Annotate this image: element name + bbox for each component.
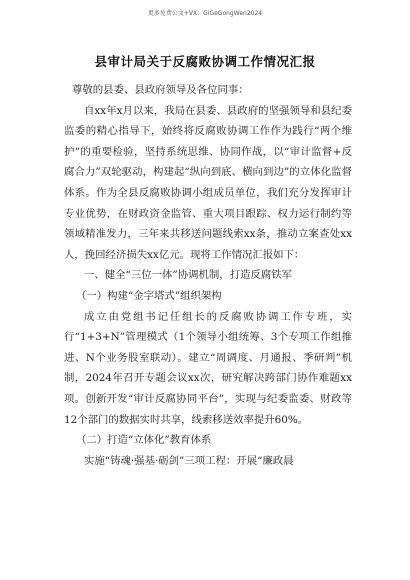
header-note: 更多免费公文+VX：GiGeGongWen2024 xyxy=(147,10,263,17)
subsection-paragraph-1-1: 成立由党组书记任组长的反腐败协调工作专班，实行“1+3+N”管理模式（1个领导小组统筹、3个专项工作组推进、N个业务股室联动）。建立“周调度、月通报、季研判”机制，2024年召开专题会议xx次，研究解决跨部门协作难题xx项。创新开发“审计反腐协同平台”，实现与纪委监委、财政等12个部门的数据实时共享，线索移送效率提升60%。 xyxy=(64,310,352,426)
intro-paragraph: 自xx年x月以来，我局在县委、县政府的坚强领导和县纪委监委的精心指导下，始终将反腐败协调工作作为践行“两个维护”的重要检验，坚持系统思维、协同作战，以“审计监督+反腐合力”双轮驱动，构建起“纵向到底、横向到边”的立体化监督体系。作为全县反腐败协调小组成员单位，我们充分发挥审计专业优势，在财政资金监管、重大项目跟踪、权力运行制约等领域精准发力，三年来共移送问题线索xx条，推动立案查处xx人，挽回经济损失xx亿元。现将工作情况汇报如下： xyxy=(64,104,352,261)
subsection-heading-1-1: （一）构建“金字塔式”组织架构 xyxy=(76,289,222,302)
salutation: 尊敬的县委、县政府领导及各位同事： xyxy=(72,84,249,96)
document-title: 县审计局关于反腐败协调工作情况汇报 xyxy=(94,54,316,69)
document-body xyxy=(64,80,352,471)
subsection-paragraph-1-2: 实施“铸魂·强基·砺剑”三项工程：开展“廉政晨 xyxy=(84,454,294,467)
section-heading-1: 一、健全“三位一体”协调机制，打造反腐铁军 xyxy=(84,269,293,282)
subsection-heading-1-2: （二）打造“立体化”教育体系 xyxy=(76,434,212,447)
